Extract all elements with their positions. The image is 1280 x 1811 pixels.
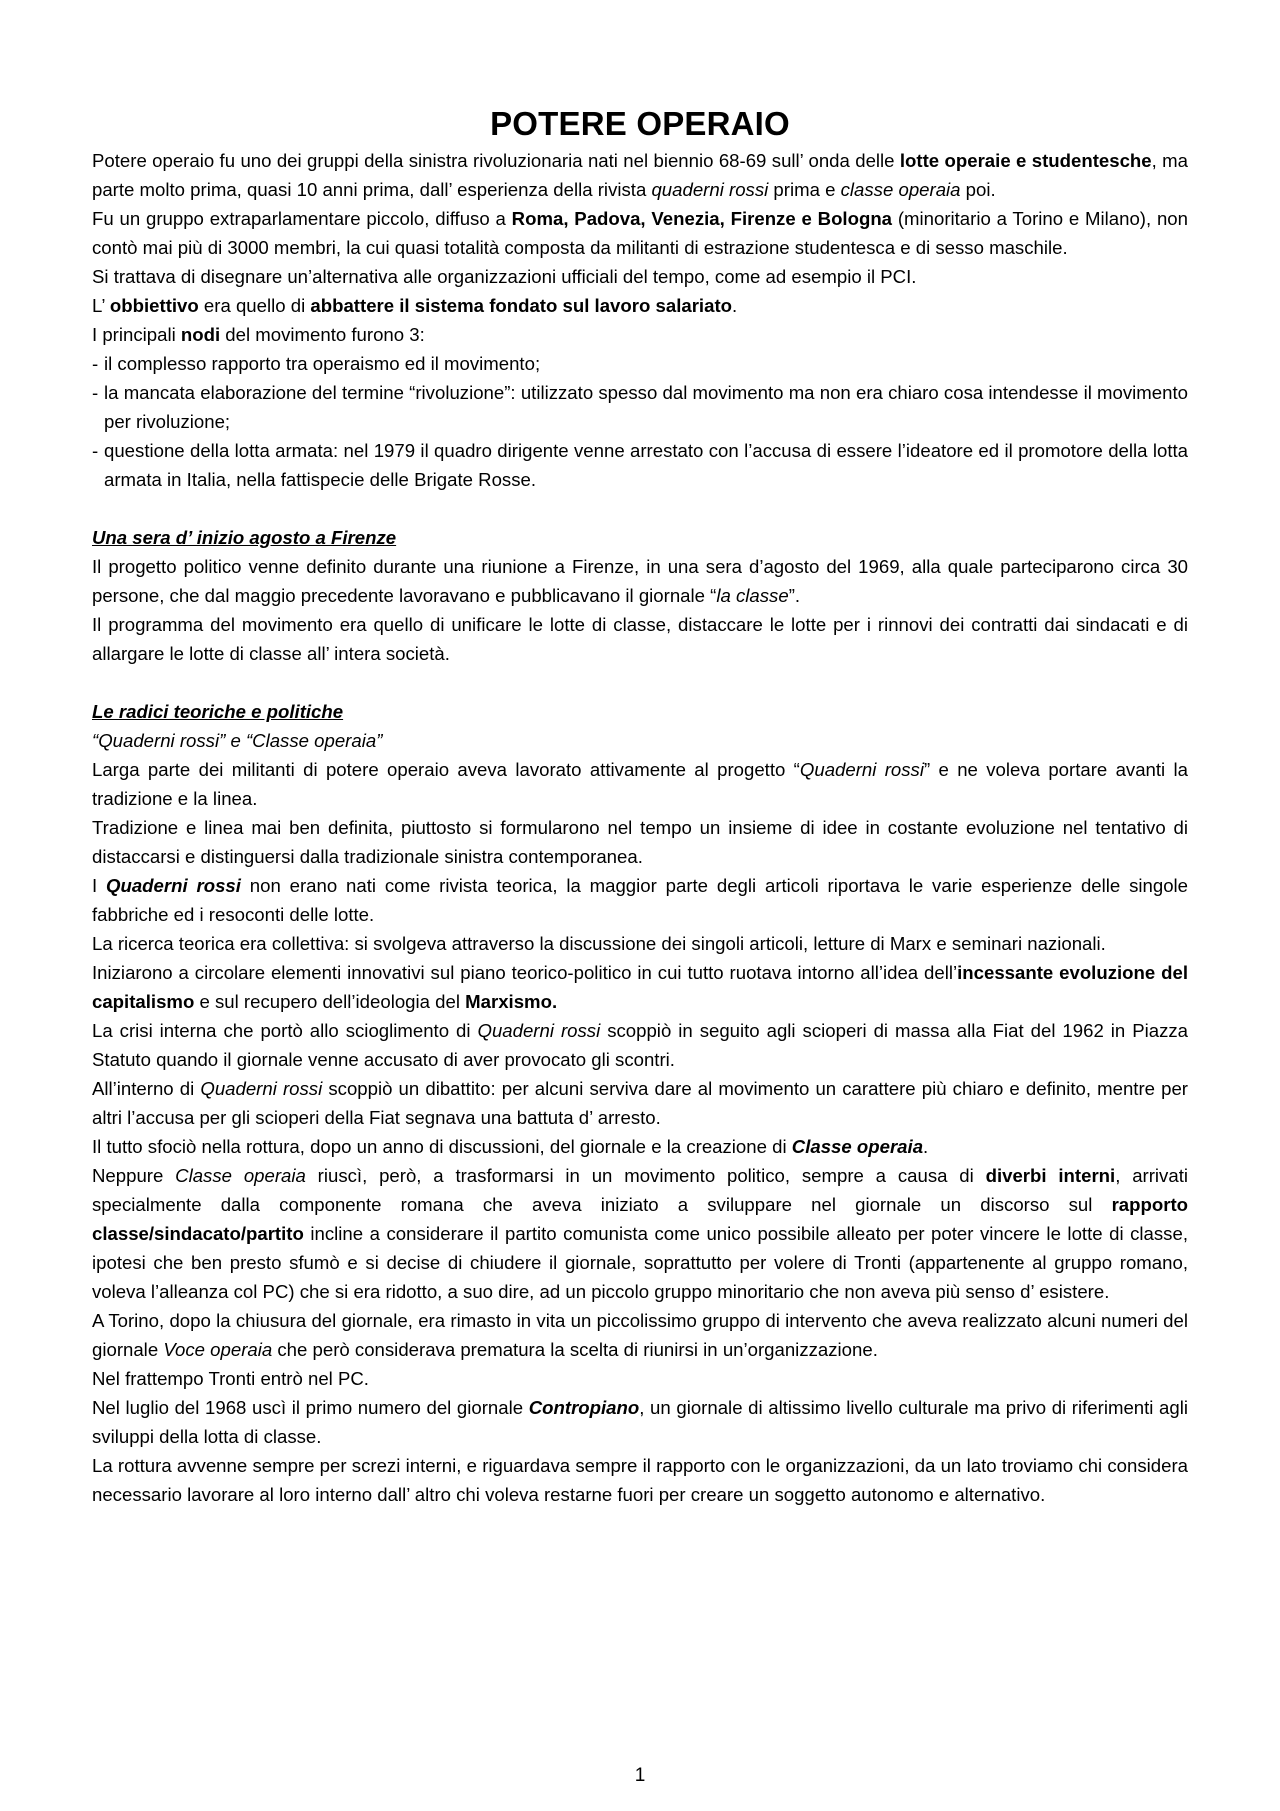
section-2-paragraph-11: Nel frattempo Tronti entrò nel PC. — [92, 1368, 369, 1389]
section-2-paragraph-1: Larga parte dei militanti di potere operaio aveva lavorato attivamente al progetto “Quaderni rossi” e ne voleva portare avanti la tradizione e la linea. — [92, 759, 1189, 809]
intro-paragraph-4: L’ obbiettivo era quello di abbattere il sistema fondato sul lavoro salariato. — [92, 295, 738, 316]
intro-paragraph-2: Fu un gruppo extraparlamentare piccolo, diffuso a Roma, Padova, Venezia, Firenze e Bologna (minoritario a Torino e Milano), non contò mai più di 3000 membri, la cui quasi totalità composta da militanti di estrazione studentesca e di sesso maschile. — [92, 208, 1188, 258]
section-2-paragraph-8: Il tutto sfociò nella rottura, dopo un anno di discussioni, del giornale e la creazione di Classe operaia. — [92, 1136, 929, 1157]
section-1-paragraph-2: Il programma del movimento era quello di unificare le lotte di classe, distaccare le lotte per i rinnovi dei contratti dai sindacati e di allargare le lotte di classe all’ intera società. — [92, 614, 1188, 664]
section-2-subtitle: “Quaderni rossi” e “Classe operaia” — [92, 730, 383, 751]
section-2-paragraph-4: La ricerca teorica era collettiva: si svolgeva attraverso la discussione dei singoli articoli, letture di Marx e seminari nazionali. — [92, 933, 1106, 954]
page-title: POTERE OPERAIO — [490, 105, 790, 142]
section-1-title: Una sera d’ inizio agosto a Firenze — [92, 527, 397, 548]
list-item: - il complesso rapporto tra operaismo ed il movimento; — [92, 349, 1188, 378]
list-item: - questione della lotta armata: nel 1979 il quadro dirigente venne arrestato con l’accusa di essere l’ideatore ed il promotore della lotta armata in Italia, nella fattispecie delle Brigate Rosse. — [92, 436, 1188, 494]
intro-paragraph-1: Potere operaio fu uno dei gruppi della sinistra rivoluzionaria nati nel biennio 68-69 sull’ onda delle lotte operaie e studentesche, ma parte molto prima, quasi 10 anni prima, dall’ esperienza della rivista quaderni rossi prima e classe operaia poi. — [92, 150, 1188, 200]
intro-paragraph-3: Si trattava di disegnare un’alternativa alle organizzazioni ufficiali del tempo, come ad esempio il PCI. — [92, 266, 917, 287]
section-2-paragraph-6: La crisi interna che portò allo scioglimento di Quaderni rossi scoppiò in seguito agli scioperi di massa alla Fiat del 1962 in Piazza Statuto quando il giornale venne accusato di aver provocato gli scontri. — [92, 1020, 1189, 1070]
section-2-paragraph-12: Nel luglio del 1968 uscì il primo numero del giornale Contropiano, un giornale di altissimo livello culturale ma privo di riferimenti agli sviluppi della lotta di classe. — [92, 1397, 1188, 1447]
section-2-paragraph-7: All’interno di Quaderni rossi scoppiò un dibattito: per alcuni serviva dare al movimento un carattere più chiaro e definito, mentre per altri l’accusa per gli scioperi della Fiat segnava una battuta d’ arresto. — [92, 1078, 1188, 1128]
section-2-title: Le radici teoriche e politiche — [92, 701, 344, 722]
spacer — [92, 668, 1188, 697]
page-number: 1 — [634, 1765, 646, 1786]
nodes-list — [92, 349, 1188, 494]
section-2-paragraph-10: A Torino, dopo la chiusura del giornale, era rimasto in vita un piccolissimo gruppo di intervento che aveva realizzato alcuni numeri del giornale Voce operaia che però considerava prematura la scelta di riunirsi in un’organizzazione. — [92, 1310, 1188, 1360]
section-2-paragraph-3: I Quaderni rossi non erano nati come rivista teorica, la maggior parte degli articoli riportava le varie esperienze delle singole fabbriche ed i resoconti delle lotte. — [92, 875, 1189, 925]
section-1-paragraph-1: Il progetto politico venne definito durante una riunione a Firenze, in una sera d’agosto del 1969, alla quale parteciparono circa 30 persone, che dal maggio precedente lavoravano e pubblicavano il giornale “la classe”. — [92, 556, 1188, 606]
document-page — [92, 103, 1188, 1509]
section-2-paragraph-2: Tradizione e linea mai ben definita, piuttosto si formularono nel tempo un insieme di idee in costante evoluzione nel tentativo di distaccarsi e distinguersi dalla tradizionale sinistra contemporanea. — [92, 817, 1188, 867]
section-2-paragraph-5: Iniziarono a circolare elementi innovativi sul piano teorico-politico in cui tutto ruotava intorno all’idea dell’incessante evoluzione del capitalismo e sul recupero dell’ideologia del Marxismo. — [92, 962, 1188, 1012]
section-2-paragraph-13: La rottura avvenne sempre per screzi interni, e riguardava sempre il rapporto con le organizzazioni, da un lato troviamo chi considera necessario lavorare al loro interno dall’ altro chi voleva restarne fuori per creare un soggetto autonomo e alternativo. — [92, 1455, 1188, 1505]
spacer — [92, 494, 1188, 523]
list-item: - la mancata elaborazione del termine “rivoluzione”: utilizzato spesso dal movimento ma non era chiaro cosa intendesse il movimento per rivoluzione; — [92, 378, 1188, 436]
section-2-paragraph-9: Neppure Classe operaia riuscì, però, a trasformarsi in un movimento politico, sempre a causa di diverbi interni, arrivati specialmente dalla componente romana che aveva iniziato a sviluppare nel giornale un discorso sul rapporto classe/sindacato/partito incline a considerare il partito comunista come unico possibile alleato per poter vincere le lotte di classe, ipotesi che ben presto sfumò e si decise di chiudere il giornale, soprattutto per volere di Tronti (appartenente al gruppo romano, voleva l’alleanza col PC) che si era ridotto, a suo dire, ad un piccolo gruppo minoritario che non aveva più senso d’ esistere. — [92, 1165, 1188, 1302]
intro-paragraph-5: I principali nodi del movimento furono 3: — [92, 324, 425, 345]
